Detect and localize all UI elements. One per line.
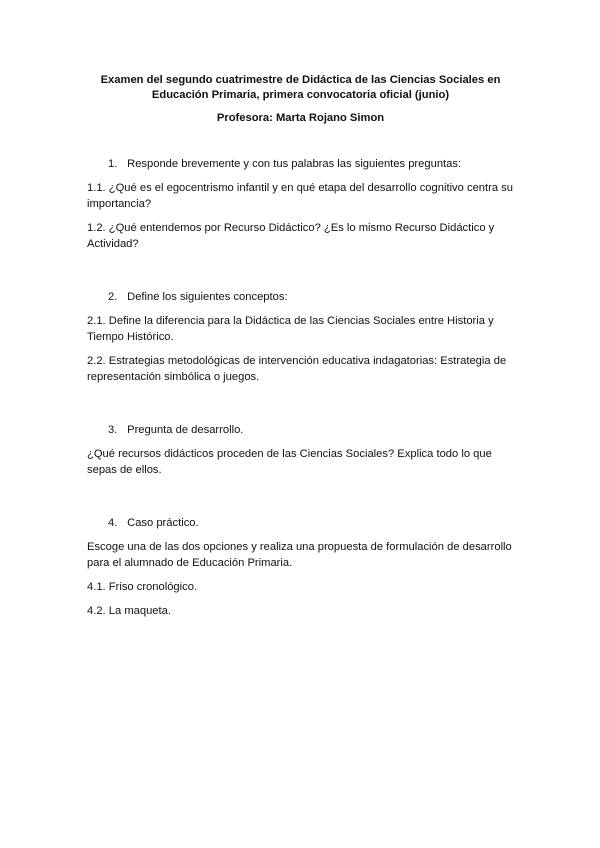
section-1-number: 1. <box>108 158 118 170</box>
professor-name: Profesora: Marta Rojano Simon <box>216 112 385 124</box>
question-3: ¿Qué recursos didácticos proceden de las Ciencias Sociales? Explica todo lo que sepas de ellos. <box>87 448 492 476</box>
section-4-title: Caso práctico. <box>127 517 199 529</box>
section-1-title: Responde brevemente y con tus palabras las siguientes preguntas: <box>127 158 462 170</box>
section-3-heading <box>87 423 514 438</box>
question-1-2: 1.2. ¿Qué entendemos por Recurso Didáctico? ¿Es lo mismo Recurso Didáctico y Actividad? <box>87 222 495 250</box>
section-2-number: 2. <box>108 291 118 303</box>
section-2-title: Define los siguientes conceptos: <box>127 291 288 303</box>
question-2-2: 2.2. Estrategias metodológicas de intervención educativa indagatorias: Estrategia de representación simbólica o juegos. <box>87 355 507 383</box>
section-3-title: Pregunta de desarrollo. <box>127 424 244 436</box>
question-1-1: 1.1. ¿Qué es el egocentrismo infantil y en qué etapa del desarrollo cognitivo centra su importancia? <box>87 182 513 210</box>
option-4-1: 4.1. Friso cronológico. <box>87 581 198 593</box>
section-3-number: 3. <box>108 424 118 436</box>
exam-title-line-2: Educación Primaria, primera convocatoria oficial (junio) <box>151 89 450 101</box>
exam-title-line-1: Examen del segundo cuatrimestre de Didáctica de las Ciencias Sociales en <box>100 74 501 86</box>
section-2-heading <box>87 290 514 305</box>
section-4-number: 4. <box>108 517 118 529</box>
option-4-2: 4.2. La maqueta. <box>87 605 171 617</box>
section-1-heading <box>87 157 514 172</box>
section-4-heading <box>87 516 514 531</box>
case-instructions: Escoge una de las dos opciones y realiza una propuesta de formulación de desarrollo para el alumnado de Educación Primaria. <box>87 541 512 569</box>
question-2-1: 2.1. Define la diferencia para la Didáctica de las Ciencias Sociales entre Historia y Tiempo Histórico. <box>87 315 494 343</box>
